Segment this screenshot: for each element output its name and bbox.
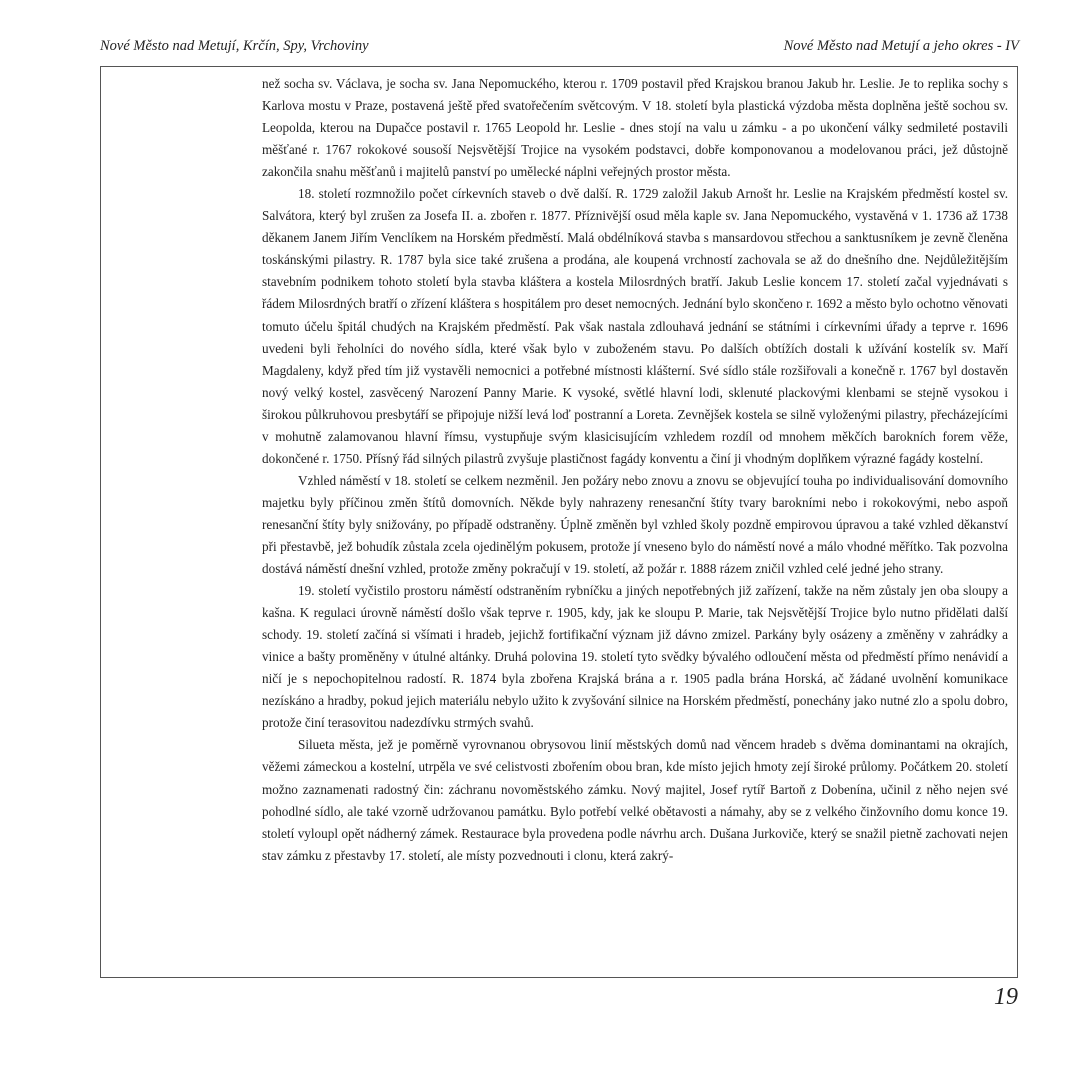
header-left-title: Nové Město nad Metují, Krčín, Spy, Vrchoviny — [100, 38, 369, 54]
paragraph: Vzhled náměstí v 18. století se celkem nezměnil. Jen požáry nebo znovu a znovu se objevující touha po individualisování domovního majetku byly příčinou změn štítů domovních. Někde byly nahrazeny renesanční štíty tvary barokními nebo i rokokovými, nebo aspoň renesanční štíty byly snižovány, po případě odstraněny. Úplně změněn byl vzhled školy pozdně empirovou úpravou a také vzhled děkanství při přestavbě, jež bohudík zůstala zcela ojedinělým pokusem, protože jí vneseno bylo do náměstí nové a málo vhodné měřítko. Tak pozvolna dostává náměstí dnešní vzhled, protože změny pokračují v 19. století, až požár r. 1888 rázem zničil vzhled celé jedné jeho strany. — [262, 472, 1008, 577]
header-right-title: Nové Město nad Metují a jeho okres - IV — [783, 38, 1019, 54]
paragraph: Silueta města, jež je poměrně vyrovnanou obrysovou linií městských domů nad věncem hradeb s dvěma dominantami na okrajích, věžemi zámeckou a kostelní, utrpěla ve své celistvosti zbořením obou bran, kde místo jejich hmoty zejí široké průlomy. Počátkem 20. století možno zaznamenati radostný čin: záchranu novoměstského zámku. Nový majitel, Josef rytíř Bartoň z Dobenína, učinil z něho nejen své pohodlné sídlo, ale také vzorně udržovanou památku. Bylo potřebí velké obětavosti a námahy, aby se z velkého činžovního domu konce 19. století vyloupl opět nádherný zámek. Restaurace byla provedena podle návrhu arch. Dušana Jurkoviče, který se snažil pietně zachovati nejen stav zámku z přestavby 17. století, ale místy pozvednouti i clonu, která zakrý- — [262, 737, 1008, 863]
paragraph: než socha sv. Václava, je socha sv. Jana Nepomuckého, kterou r. 1709 postavil před Krajskou branou Jakub hr. Leslie. Je to replika sochy s Karlova mostu v Praze, postavená ještě před svatořečením světcovým. V 18. století byla plastická výzdoba města doplněna ještě sochou sv. Leopolda, kterou na Dupačce postavil r. 1765 Leopold hr. Leslie - dnes stojí na valu u zámku - a po ukončení války sedmileté postavili měšťané r. 1767 rokokové sousoší Nejsvětější Trojice na vysokém podstavci, dobře komponovanou a modelovanou práci, jež důstojně zakončila snahu měšťanů i majitelů panství po umělecké náplni veřejných prostor města. — [262, 76, 1008, 180]
page-number: 19 — [994, 984, 1018, 1010]
running-header — [100, 38, 1019, 60]
paragraph: 19. století vyčistilo prostoru náměstí odstraněním rybníčku a jiných nepotřebných již zařízení, takže na něm zůstaly jen oba sloupy a kašna. K regulaci úrovně náměstí došlo však teprve r. 1905, kdy, jak ke sloupu P. Marie, tak Nejsvětější Trojice bylo nutno přidělati další schody. 19. století začíná si všímati i hradeb, jejichž fortifikační význam již dávno zmizel. Parkány byly osázeny a změněny v zahrádky a vinice a bašty proměněny v útulné altánky. Druhá polovina 19. století tyto svědky bývalého odloučení města od předměstí přímo nenávidí a ničí je s nepochopitelnou radostí. R. 1874 byla zbořena Krajská brána a r. 1905 padla brána Horská, ač žádané uvolnění komunikace nezískáno a hradby, pokud jejich materiálu nebylo užito k zvyšování silnice na Horském předměstí, ponechány jako nutné zlo a spolu dobro, protože činí terasovitou nadezdívku strmých svahů. — [262, 583, 1008, 731]
paragraph: 18. století rozmnožilo počet církevních staveb o dvě další. R. 1729 založil Jakub Arnošt hr. Leslie na Krajském předměstí kostel sv. Salvátora, který byl zrušen za Josefa II. a. zbořen r. 1877. Příznivější osud měla kaple sv. Jana Nepomuckého, vystavěná v 1. 1736 až 1738 děkanem Janem Jiřím Venclíkem na Horském předměstí. Malá obdélníková stavba s mansardovou střechou a sanktusníkem je zevně členěna toskánskými pilastry. R. 1787 byla sice také zrušena a prodána, ale koupená vrchností zachovala se až do dnešního dne. Nejdůležitějším stavebním podnikem tohoto století byla stavba kláštera a kostela Milosrdných bratří. Jakub Leslie koncem 17. století začal vyjednávati s řádem Milosrdných bratří o zřízení kláštera s hospitálem pro deset nemocných. Jednání bylo skončeno r. 1692 a město bylo ochotno věnovati tomuto účelu špitál chudých na Krajském předměstí. Pak však nastala zdlouhavá jednání se státními i církevními úřady a teprve r. 1696 uvedeni byli řeholníci do nového sídla, které však bylo v zuboženém stavu. Po dalších obtížích dostali k užívání kostelík sv. Maří Magdaleny, když před tím již vystavěli nemocnici a potřebné místnosti klášterní. Své sídlo stále rozšiřovali a konečně r. 1767 byl dostavěn nový velký kostel, zasvěcený Narození Panny Marie. K vysoké, světlé hlavní lodi, sklenuté plackovými klenbami se stejně vysokou i širokou půlkruhovou presbytáří se připojuje nižší levá loď postranní a Loreta. Zevnějšek kostela se silně vyloženými pilastry, přecházejícími v mohutně zalamovanou hlavní římsu, vystupňuje svým klasicisujícím vzhledem rozdíl od mnohem měkčích barokních forem věže, dokončené r. 1750. Přísný řád silných pilastrů zvyšuje plastičnost fagády konventu a činí ji vhodným doplňkem výrazné fagády kostelní. — [262, 186, 1008, 466]
body-text — [262, 73, 1008, 867]
